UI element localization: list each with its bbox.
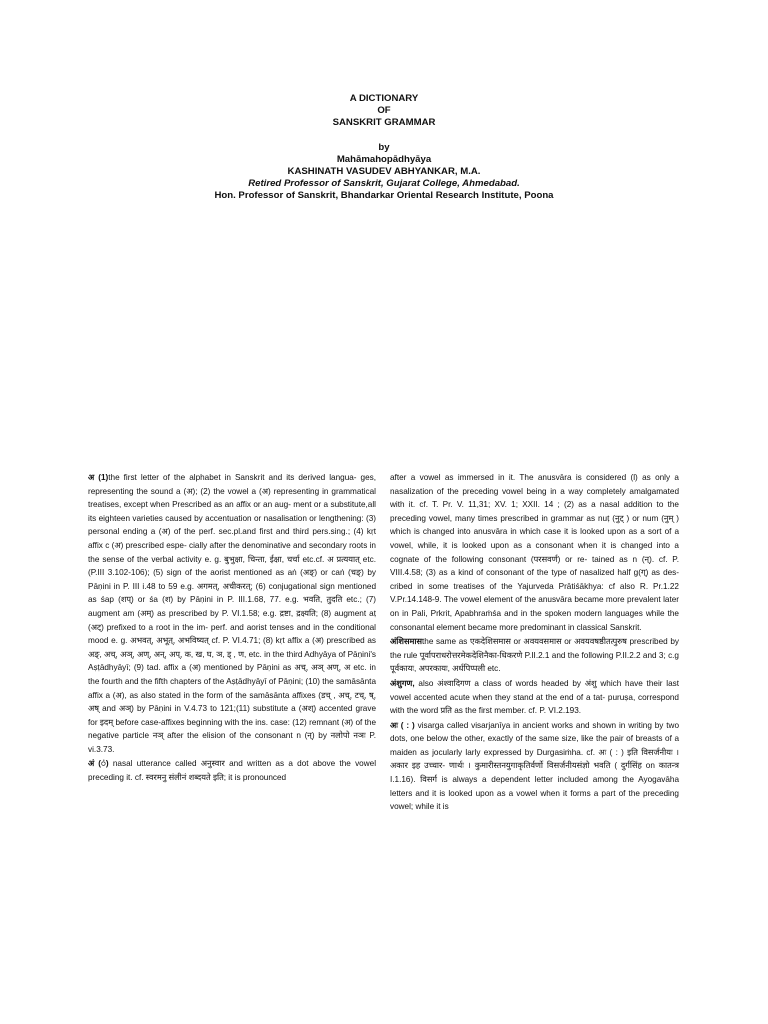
right-column	[390, 471, 679, 814]
author-position-1: Retired Professor of Sanskrit, Gujarat College, Ahmedabad.	[248, 178, 520, 190]
dictionary-entry	[390, 677, 679, 718]
entry-headword: अंशिसमास	[390, 637, 423, 647]
entry-headword: अंशुगण,	[390, 678, 415, 688]
entry-continuation: after a vowel as immersed in it. The anusvāra is considered (l) as only a nasalization of the preceding vowel being in a way completely amalgamated with it. cf. T. Pr. V. 11,31; XV. 1; XXII. 14 ; (2) as a nasal addition to the preceding vowel, many times prescribed in grammar as nuṭ (नुट् ) or num (नुम् ) which is changed into anusvāra in which case it is looked upon as a sort of a vowel, while, it is looked upon as a consonant when it is changed into a cognate of the following consonant (परसवर्ण) or re- tained as n (न्). cf. P. VIII.4.58; (3) as a kind of consonant of the type of nasalized half g(ग्) as des- cribed in some treatises of the Yajurveda Prātiśākhya: cf also R. Pr.1.22 V.Pr.14.148-9. The vowel element of the anusvāra became more prevalent later on in Pali, Prkrit, Apabhraṁśa and in the spoken modern languages while the consonantal element became more predominant in classical Sanskrit.	[390, 473, 679, 632]
author-name: KASHINATH VASUDEV ABHYANKAR, M.A.	[287, 166, 481, 178]
author-position-2: Hon. Professor of Sanskrit, Bhandarkar Oriental Research Institute, Poona	[214, 190, 554, 202]
dictionary-entry	[390, 719, 679, 814]
author-honorific: Mahāmahopādhyāya	[336, 153, 432, 165]
title-line-3: SANSKRIT GRAMMAR	[332, 117, 436, 129]
entry-text: also अंश्वादिगण a class of words headed by अंशु which have their last vowel accented acute when they stand at the end of a tat- puruṣa, correspond with the word प्रति as the first member. cf. P. VI.2.193.	[390, 678, 679, 716]
entry-text: the same as एकदेशिसमास or अवयवसमास or अवयवषष्ठीतत्पुरुष prescribed by the rule पूर्वापराधरोत्तरमेकदेशिनैका-धिकरणे P.II.2.1 and the following P.II.2.2 and 3; c.g पूर्वकायः, अपरकायः, अर्धपिप्पली etc.	[390, 637, 679, 674]
title-block	[0, 93, 768, 203]
dictionary-entry	[88, 471, 376, 756]
entry-headword: अ (1)	[88, 473, 109, 482]
title-line-2: OF	[377, 105, 391, 117]
entry-text: visarga called visarjanīya in ancient works and shown in writing by two dots, one below the other, exactly of the same size, like the pair of breasts of a maiden as jocularly larly expressed by Durgasiṁha. cf. अः ( : ) इति विसर्जनीयः । अकार इह उच्चार- णार्थः । कुमारीस्तनयुगाकृतिर्वर्णो विसर्जनीयसंज्ञो भवति ( दुर्गसिंह on कातन्त्र I.1.16). विसर्ग is always a dependent letter included among the Ayogavāha letters and it is looked upon as a vowel when it forms a part of the preceding vowel; while it is	[390, 720, 679, 812]
entry-text: nasal utterance called अनुस्वार and written as a dot above the vowel preceding it. cf. स्वरमनु संलीनं शब्दयते इति; it is pronounced	[88, 759, 377, 783]
entry-text: the first letter of the alphabet in Sanskrit and its derived langua- ges, representing the sound a (अ); (2) the vowel a (अ) representing in grammatical treatises, except when Prescribed as an affix or an aug- ment or a substitute,all its eighteen varieties caused by accentuation or nasalisation or lengthening: (3) personal ending a (अ) of the perf. sec.pl.and first and third pers.sing.; (4) kṛt affix c (अ) prescribed espe- cially after the denominative and secondary roots in the sense of the verbal activity e. g. बुभुक्षा, चिन्ता, ईक्षा, चर्चा etc.cf. अ प्रत्ययात् etc. (P.III 3.102-106); (5) sign of the aorist mentioned as aṅ (अङ्) or caṅ (चङ्) by Pāṇini in P. III i.48 to 59 e.g. अगमत्, अचीकरत्; (6) conjugational sign mentioned as śap (शप्) or śa (श) by Pāṇini in P. III.1.68, 77. e.g. भवति, तुदति etc.; (7) augment am (अम्) as prescribed by P. VI.1.58; e.g. द्रष्टा, द्रक्ष्यति; (8) augment aṭ (अट्) prefixed to a root in the im- perf. and aorist tenses and in the conditional mood e. g. अभवत्, अभूत्, अभविष्यत् cf. P. VI.4.71; (8) kṛt affix a (अ) prescribed as अङ्, अच्, अञ्, अण्, अन्, अप्, क, ख, घ, ञ, ड् , ण, etc. in the third Adhyāya of Pāṇini's Aṣṭādhyāyī; (9) tad. affix a (अ) mentioned by Pāṇini as अच्, अञ् अण्, अ etc. in the fourth and the fifth chapters of the Aṣṭādhyāyī of Pāṇini; (10) the samāsānta affix a (अ), as also stated in the form of the samāsānta affixes (डच् , अच्, टच्, ष्, अष् and अञ्) by Pāṇini in V.4.73 to 121;(11) substitute a (अश्) accented grave for इदम् before case-affixes beginning with the ins. case: (12) remnant (अ) of the negative particle नञ् after the elision of the consonant n (न्) by नलोपो नञः P. vi.3.73.	[88, 473, 376, 754]
left-column	[88, 471, 376, 785]
dictionary-entry	[390, 635, 679, 676]
entry-headword: अं (ं)	[88, 759, 109, 769]
dictionary-entry	[88, 757, 376, 784]
entry-headword: अः ( : )	[390, 720, 415, 730]
by-line: by	[378, 141, 390, 153]
title-line-1: A DICTIONARY	[349, 93, 419, 104]
